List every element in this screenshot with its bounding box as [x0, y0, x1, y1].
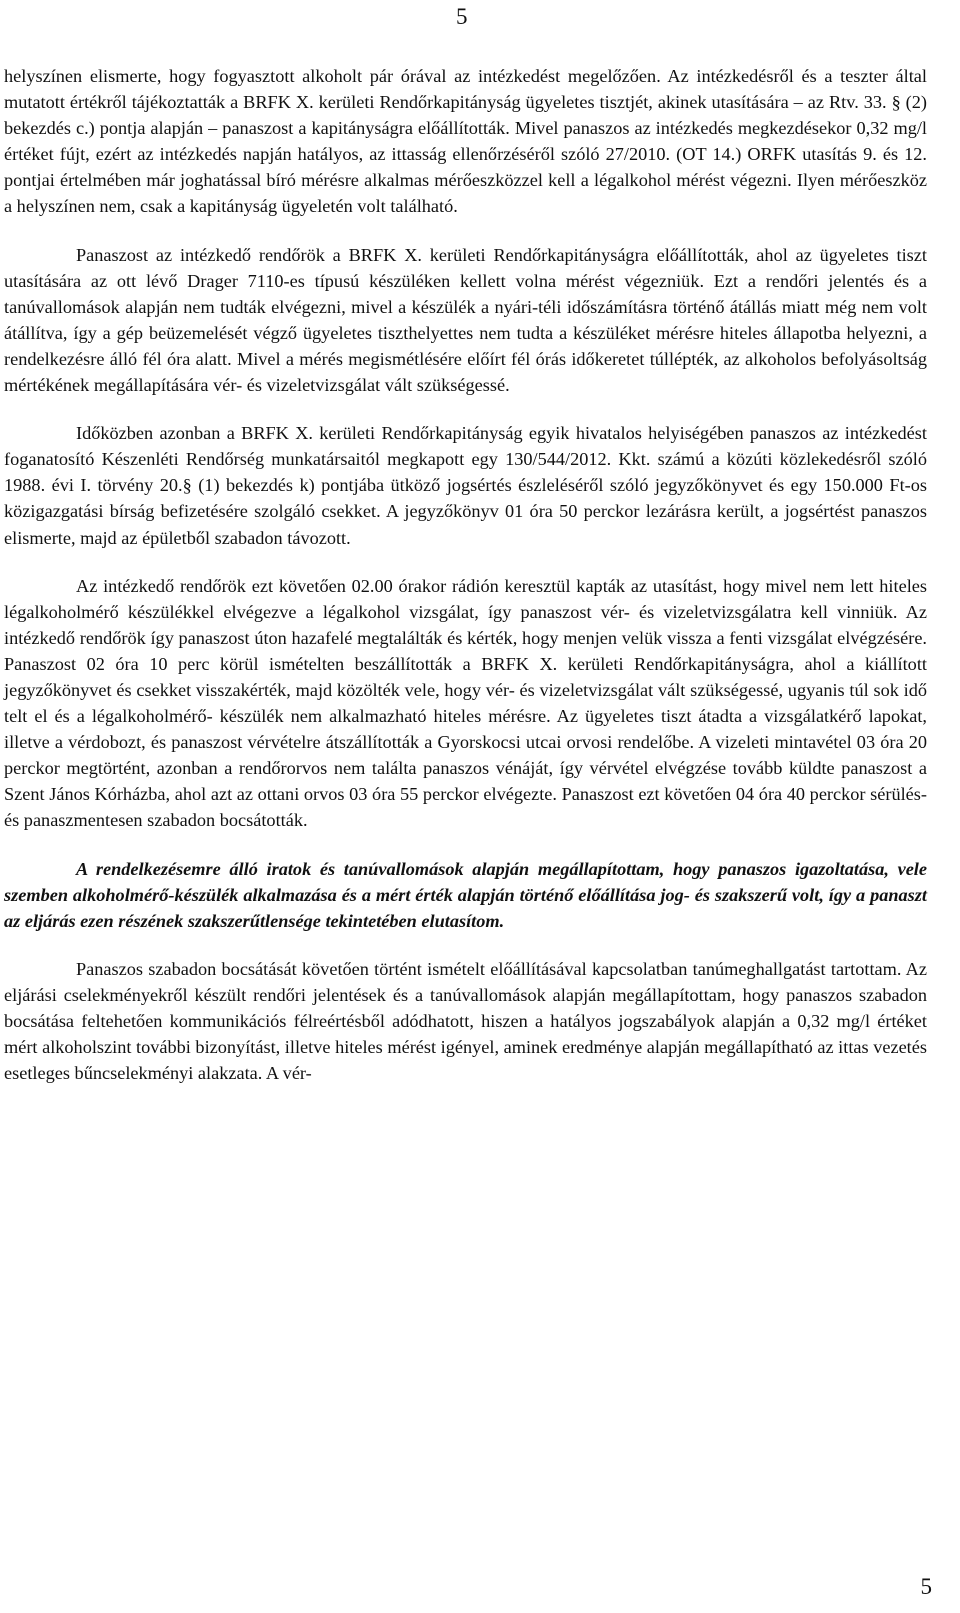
paragraph-2: Panaszost az intézkedő rendőrök a BRFK X. kerületi Rendőrkapitányságra előállították, ahol az ügyeletes tiszt utasítására az ott lévő Drager 7110-es típusú készüléken kellett volna mérést végezniük. Ezt a rendőri jelentés és a tanúvallomások alapján nem tudták elvégezni, mivel a készülék a nyári-téli időszámításra történő átállás miatt még nem volt átállítva, így a gép beüzemelését végző ügyeletes tiszthelyettes nem tudta a készüléket mérésre hiteles állapotba helyezni, a rendelkezésre álló fél óra alatt. Mivel a mérés megismétlésére előírt fél órás időkeretet túllépték, az alkoholos befolyásoltság mértékének megállapítására vér- és vizeletvizsgálat vált szükségessé.: [4, 244, 927, 396]
paragraph-3: Időközben azonban a BRFK X. kerületi Rendőrkapitányság egyik hivatalos helyiségében panaszos az intézkedést foganatosító Készenléti Rendőrség munkatársaitól megkapott egy 130/544/2012. Kkt. számú a közúti közlekedésről szóló 1988. évi I. törvény 20.§ (1) bekezdés k) pontjába ütköző jogsértés észleléséről szóló jegyzőkönyvet és egy 150.000 Ft-os közigazgatási bírság befizetésére szolgáló csekket. A jegyzőkönyv 01 óra 50 perckor lezárásra került, a jogsértést panaszos elismerte, majd az épületből szabadon távozott.: [4, 423, 927, 548]
page-number-bottom: 5: [920, 1574, 932, 1599]
paragraph-6: Panaszos szabadon bocsátását követően történt ismételt előállításával kapcsolatban tanúmeghallgatást tartottam. Az eljárási cselekményekről készült rendőri jelentések és a tanúvallomások alapján megállapítottam, hogy panaszos szabadon bocsátása feltehetően kommunikációs félreértésből adódhatott, hiszen a hatályos jogszabályok alapján a 0,32 mg/l értéket mért alkoholszint további bizonyítást, illetve hiteles mérést igényel, aminek eredménye alapján megállapítható az ittas vezetés esetleges bűncselekményi alakzata. A vér-: [4, 958, 927, 1084]
paragraph-4: Az intézkedő rendőrök ezt követően 02.00 órakor rádión keresztül kapták az utasítást, hogy mivel nem lett hiteles légalkoholmérő készülékkel elvégezve a légalkohol vizsgálat, így panaszost vér- és vizeletvizsgálatra kell vinniük. Az intézkedő rendőrök így panaszost úton hazafelé megtalálták és kérték, hogy menjen velük vissza a fenti vizsgálat elvégzésére. Panaszost 02 óra 10 perc körül ismételten beszállították a BRFK X. kerületi Rendőrkapitányságra, ahol a kiállított jegyzőkönyvet és csekket visszakérték, majd közölték vele, hogy vér- és vizeletvizsgálat vált szükségessé, ugyanis túl sok idő telt el és a légalkoholmérő- készülék nem alkalmazható hiteles mérésre. Az ügyeletes tiszt átadta a vizsgálatkérő lapokat, illetve a vérdobozt, és panaszost vérvételre átszállították a Gyorskocsi utcai orvosi rendelőbe. A vizeleti mintavétel 03 óra 20 perckor megtörtént, azonban a rendőrorvos nem találta panaszos vénáját, így vérvétel elvégzése tovább küldte panaszost a Szent János Kórházba, ahol azt az ottani orvos 03 óra 55 perckor elvégezte. Panaszost ezt követően 04 óra 40 perckor sérülés- és panaszmentesen szabadon bocsátották.: [4, 575, 927, 831]
page-number-top: 5: [456, 4, 468, 29]
paragraph-1: helyszínen elismerte, hogy fogyasztott alkoholt pár órával az intézkedést megelőzően. Az intézkedésről és a teszter által mutatott értékről tájékoztatták a BRFK X. kerületi Rendőrkapitányság ügyeletes tisztjét, akinek utasítására – az Rtv. 33. § (2) bekezdés c.) pontja alapján – panaszost a kapitányságra előállították. Mivel panaszos az intézkedés megkezdésekor 0,32 mg/l értéket fújt, ezért az intézkedés napján hatályos, az ittasság ellenőrzéséről szóló 27/2010. (OT 14.) ORFK utasítás 9. és 12. pontjai értelmében már joghatással bíró mérésre alkalmas mérőeszközzel kell a légalkohol mérést végezni. Ilyen mérőeszköz a helyszínen nem, csak a kapitányság ügyeletén volt található.: [4, 66, 927, 217]
conclusion-paragraph: A rendelkezésemre álló iratok és tanúvallomások alapján megállapítottam, hogy panaszos igazoltatása, vele szemben alkoholmérő-készülék alkalmazása és a mért érték alapján történő előállítása jog- és szakszerű volt, így a panaszt az eljárás ezen részének szakszerűtlensége tekintetében elutasítom.: [4, 858, 927, 931]
document-body: [4, 63, 927, 1086]
